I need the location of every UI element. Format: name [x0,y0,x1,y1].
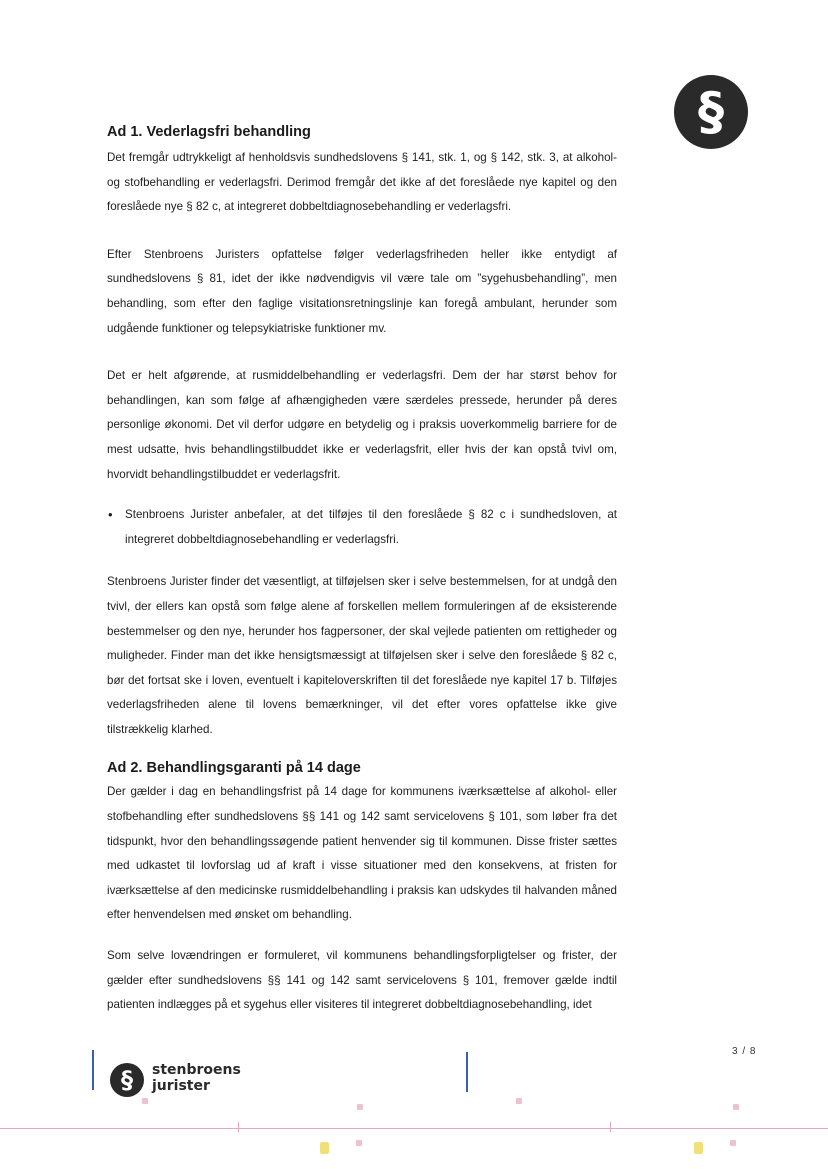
paragraph: Som selve lovændringen er formuleret, vil kommunens behandlingsforpligtelser og frister, der gælder efter sundhedslovens §§ 141 og 142 samt servicelovens § 101, fremover gælde indtil patienten indlægges på et sygehus eller visiteres til integreret dobbeltdiagnosebehandling, idet [107,949,617,1012]
footer-logo-line2: jurister [152,1078,210,1094]
recommendation-item [107,503,617,552]
bullet-icon: • [108,507,113,523]
paragraph-logo-icon: § [674,75,748,149]
scan-artifact [610,1122,611,1132]
paragraph-logo-icon: § [110,1063,144,1097]
paragraph: Der gælder i dag en behandlingsfrist på 14 dage for kommunens iværksættelse af alkohol- eller stofbehandling efter sundhedslovens §§ 141 og 142 samt servicelovens § 101, som løber fra det tidspunkt, hvor den behandlingssøgende patient henvender sig til kommunen. Disse frister sættes med udkastet til lovforslag ud af kraft i visse situationer med den konsekvens, at fristen for iværksættelse af den medicinske rusmiddelbehandling i praksis kan udskydes til halvanden måned efter henvendelsen med ønsket om behandling. [107,785,617,922]
paragraph: Det er helt afgørende, at rusmiddelbehandling er vederlagsfri. Dem der har størst behov for behandlingen, kan som følge af afhængigheden være særdeles pressede, herunder på deres personlige økonomi. Det vil derfor udgøre en betydelig og i praksis uoverkommelig barriere for de mest udsatte, hvis behandlingstilbuddet ikke er vederlagsfrit, eller hvis der kan opstå tvivl om, hvorvidt behandlingstilbuddet er vederlagsfrit. [107,369,617,481]
scan-artifact [694,1142,703,1154]
footer-logo-text [152,1062,241,1094]
scan-artifact [320,1142,329,1154]
scan-artifact [516,1098,522,1104]
recommendation-list [107,503,617,552]
document-body [107,124,617,1018]
paragraph: Efter Stenbroens Juristers opfattelse følger vederlagsfriheden heller ikke entydigt af sundhedslovens § 81, idet der ikke nødvendigvis vil være tale om ”sygehusbehandling”, men behandling, som efter den faglige visitationsretningslinje kan foregå ambulant, herunder som udgående funktioner og telepsykiatriske funktioner mv. [107,247,617,335]
scan-artifact [730,1140,736,1146]
scan-artifact [0,1128,828,1129]
paragraph: Stenbroens Jurister finder det væsentligt, at tilføjelsen sker i selve bestemmelsen, for at undgå den tvivl, der ellers kan opstå som følge alene af forskellen mellem formuleringen af de eksisterende bestemmelser og den nye, herunder hos fagpersoner, der skal vejlede patienten om rettigheder og muligheder. Finder man det ikke hensigtsmæssigt at tilføjelsen sker i selve den foreslåede § 82 c, bør det fortsat ske i loven, eventuelt i kapiteloverskriften til det foreslåede nye kapitel 17 b. Tilføjes vederlagsfriheden alene til lovens bemærkninger, vil det efter vores opfattelse ikke give tilstrækkelig klarhed. [107,575,617,736]
scan-artifact [466,1052,468,1092]
scan-artifact [357,1104,363,1110]
scan-artifact [142,1098,148,1104]
scan-artifact [356,1140,362,1146]
section-heading-ad2: Ad 2. Behandlingsgaranti på 14 dage [107,760,361,777]
recommendation-text: Stenbroens Jurister anbefaler, at det tilføjes til den foreslåede § 82 c i sundhedsloven, at integreret dobbeltdiagnosebehandling er vederlagsfri. [125,508,617,546]
section-heading-ad1: Ad 1. Vederlagsfri behandling [107,124,311,140]
scan-artifact [92,1050,94,1090]
page-number: 3 / 8 [732,1046,757,1057]
footer-logo-line1: stenbroens [152,1062,241,1078]
paragraph: Det fremgår udtrykkeligt af henholdsvis sundhedslovens § 141, stk. 1, og § 142, stk. 3, at alkohol- og stofbehandling er vederlagsfri. Derimod fremgår det ikke af det foreslåede nye kapitel og den foreslåede nye § 82 c, at integreret dobbeltdiagnosebehandling er vederlagsfri. [107,151,617,214]
scan-artifact [733,1104,739,1110]
scan-artifact [238,1122,239,1132]
